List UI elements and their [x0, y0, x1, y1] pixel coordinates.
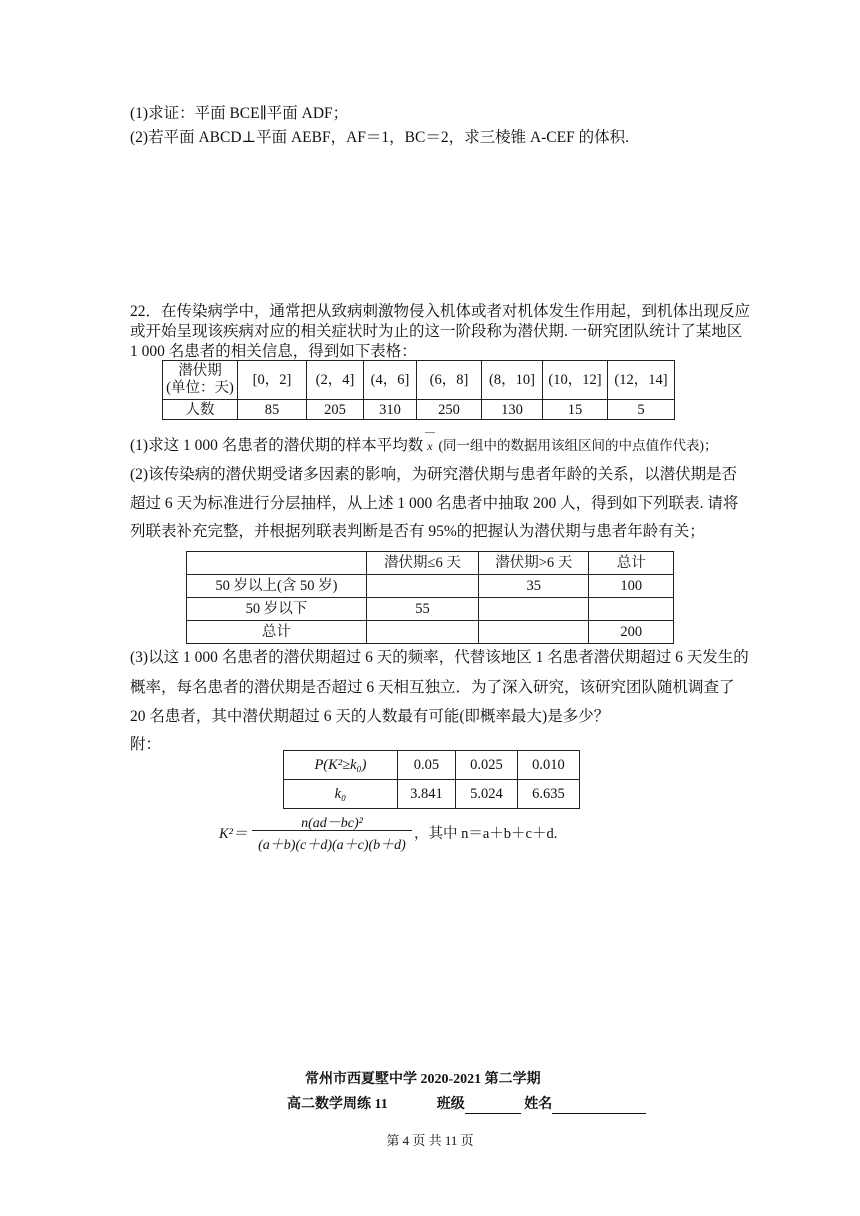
table-cell: 总计	[187, 621, 367, 644]
table-cell: 55	[366, 598, 478, 621]
table-cell: 0.05	[397, 751, 455, 780]
question-22-intro-line-2: 或开始呈现该疾病对应的相关症状时为止的这一阶段称为潜伏期. 一研究团队统计了某地区	[130, 323, 743, 340]
table-header-cell: k₀	[284, 780, 398, 809]
table-cell: 205	[307, 400, 364, 420]
sub-1-text: (1)求这 1 000 名患者的潜伏期的样本平均数	[130, 437, 424, 454]
question-22-intro-line-1: 22．在传染病学中，通常把从致病刺激物侵入机体或者对机体发生作用起，到机体出现反应	[130, 303, 751, 320]
table-cell: (12，14]	[608, 361, 675, 400]
table-cell: 50 岁以下	[187, 598, 367, 621]
table-cell	[366, 575, 478, 598]
table-header-cell: 人数	[163, 400, 238, 420]
table-cell: 50 岁以上(含 50 岁)	[187, 575, 367, 598]
question-22-sub-3-line-3: 20 名患者，其中潜伏期超过 6 天的人数最有可能(即概率最大)是多少？	[130, 708, 610, 725]
table-cell	[366, 621, 478, 644]
table-row	[187, 575, 674, 598]
sub-1-note: (同一组中的数据用该组区间的中点值作代表)；	[438, 438, 718, 453]
question-22-sub-3-line-1: (3)以这 1 000 名患者的潜伏期超过 6 天的频率，代替该地区 1 名患者潜伏期超过 6 天发生的	[130, 649, 749, 666]
question-22-sub-3-line-2: 概率，每名患者的潜伏期是否超过 6 天相互独立．为了深入研究，该研究团队随机调查了	[130, 679, 735, 696]
x-bar-symbol: x	[427, 436, 432, 456]
contingency-table	[186, 551, 674, 644]
table-cell: 100	[589, 575, 674, 598]
question-21-part-1: (1)求证：平面 BCE∥平面 ADF；	[130, 105, 349, 122]
table-cell: 0.025	[455, 751, 517, 780]
table-cell: 15	[543, 400, 608, 420]
table-cell: 0.010	[517, 751, 579, 780]
question-22-sub-2-line-1: (2)该传染病的潜伏期受诸多因素的影响，为研究潜伏期与患者年龄的关系，以潜伏期是否	[130, 466, 738, 483]
formula-fraction	[252, 812, 412, 856]
table-row	[187, 598, 674, 621]
formula-lhs: K²＝	[219, 826, 248, 842]
table-cell: 6.635	[517, 780, 579, 809]
table-cell: 85	[238, 400, 307, 420]
fraction-bar	[252, 830, 412, 831]
header-line: 潜伏期	[178, 363, 222, 379]
name-blank	[552, 1097, 646, 1114]
table-cell	[589, 598, 674, 621]
table-cell: 250	[417, 400, 482, 420]
incubation-period-table	[162, 360, 675, 420]
table-cell	[479, 621, 589, 644]
question-22-intro-line-3: 1 000 名患者的相关信息，得到如下表格：	[130, 343, 417, 360]
page-number: 第 4 页 共 11 页	[386, 1133, 474, 1148]
table-row	[284, 751, 580, 780]
table-cell: (4，6]	[364, 361, 417, 400]
table-row	[163, 361, 675, 400]
formula-tail: ，其中 n＝a＋b＋c＋d.	[414, 826, 558, 842]
footer-info	[287, 1093, 646, 1114]
table-cell: [0，2]	[238, 361, 307, 400]
table-cell	[479, 598, 589, 621]
table-cell: 130	[482, 400, 543, 420]
question-22-sub-1	[130, 436, 718, 456]
footer-class-label: 班级	[436, 1097, 465, 1112]
table-header-cell	[187, 552, 367, 575]
question-21-part-2: (2)若平面 ABCD⊥平面 AEBF，AF＝1，BC＝2，求三棱锥 A-CEF 的体积.	[130, 129, 629, 146]
table-cell: (10，12]	[543, 361, 608, 400]
table-cell: 200	[589, 621, 674, 644]
header-line: (单位：天)	[166, 380, 234, 396]
table-row	[284, 780, 580, 809]
table-header-cell: 总计	[589, 552, 674, 575]
table-cell: 3.841	[397, 780, 455, 809]
class-blank	[465, 1097, 521, 1114]
table-header-cell: 潜伏期≤6 天	[366, 552, 478, 575]
footer-course: 高二数学周练 11	[287, 1097, 388, 1112]
question-22-sub-2-line-3: 列联表补充完整，并根据列联表判断是否有 95%的把握认为潜伏期与患者年龄有关；	[130, 523, 705, 540]
table-header-cell	[163, 361, 238, 400]
table-cell: 310	[364, 400, 417, 420]
table-cell: 35	[479, 575, 589, 598]
footer-name-label: 姓名	[524, 1097, 553, 1112]
table-row	[187, 621, 674, 644]
appendix-label: 附：	[130, 736, 162, 753]
footer-school: 常州市西夏墅中学 2020-2021 第二学期	[305, 1072, 541, 1087]
formula-denominator: (a＋b)(c＋d)(a＋c)(b＋d)	[258, 838, 406, 853]
table-cell: (8，10]	[482, 361, 543, 400]
critical-value-table	[283, 750, 580, 809]
table-cell: (2，4]	[307, 361, 364, 400]
formula-numerator: n(ad－bc)²	[301, 816, 363, 831]
table-header-cell: 潜伏期>6 天	[479, 552, 589, 575]
table-row	[187, 552, 674, 575]
question-22-sub-2-line-2: 超过 6 天为标准进行分层抽样，从上述 1 000 名患者中抽取 200 人，得到如下列联表. 请将	[130, 495, 739, 512]
table-row	[163, 400, 675, 420]
table-header-cell: P(K²≥k₀)	[284, 751, 398, 780]
table-cell: 5.024	[455, 780, 517, 809]
table-cell: 5	[608, 400, 675, 420]
table-cell: (6，8]	[417, 361, 482, 400]
